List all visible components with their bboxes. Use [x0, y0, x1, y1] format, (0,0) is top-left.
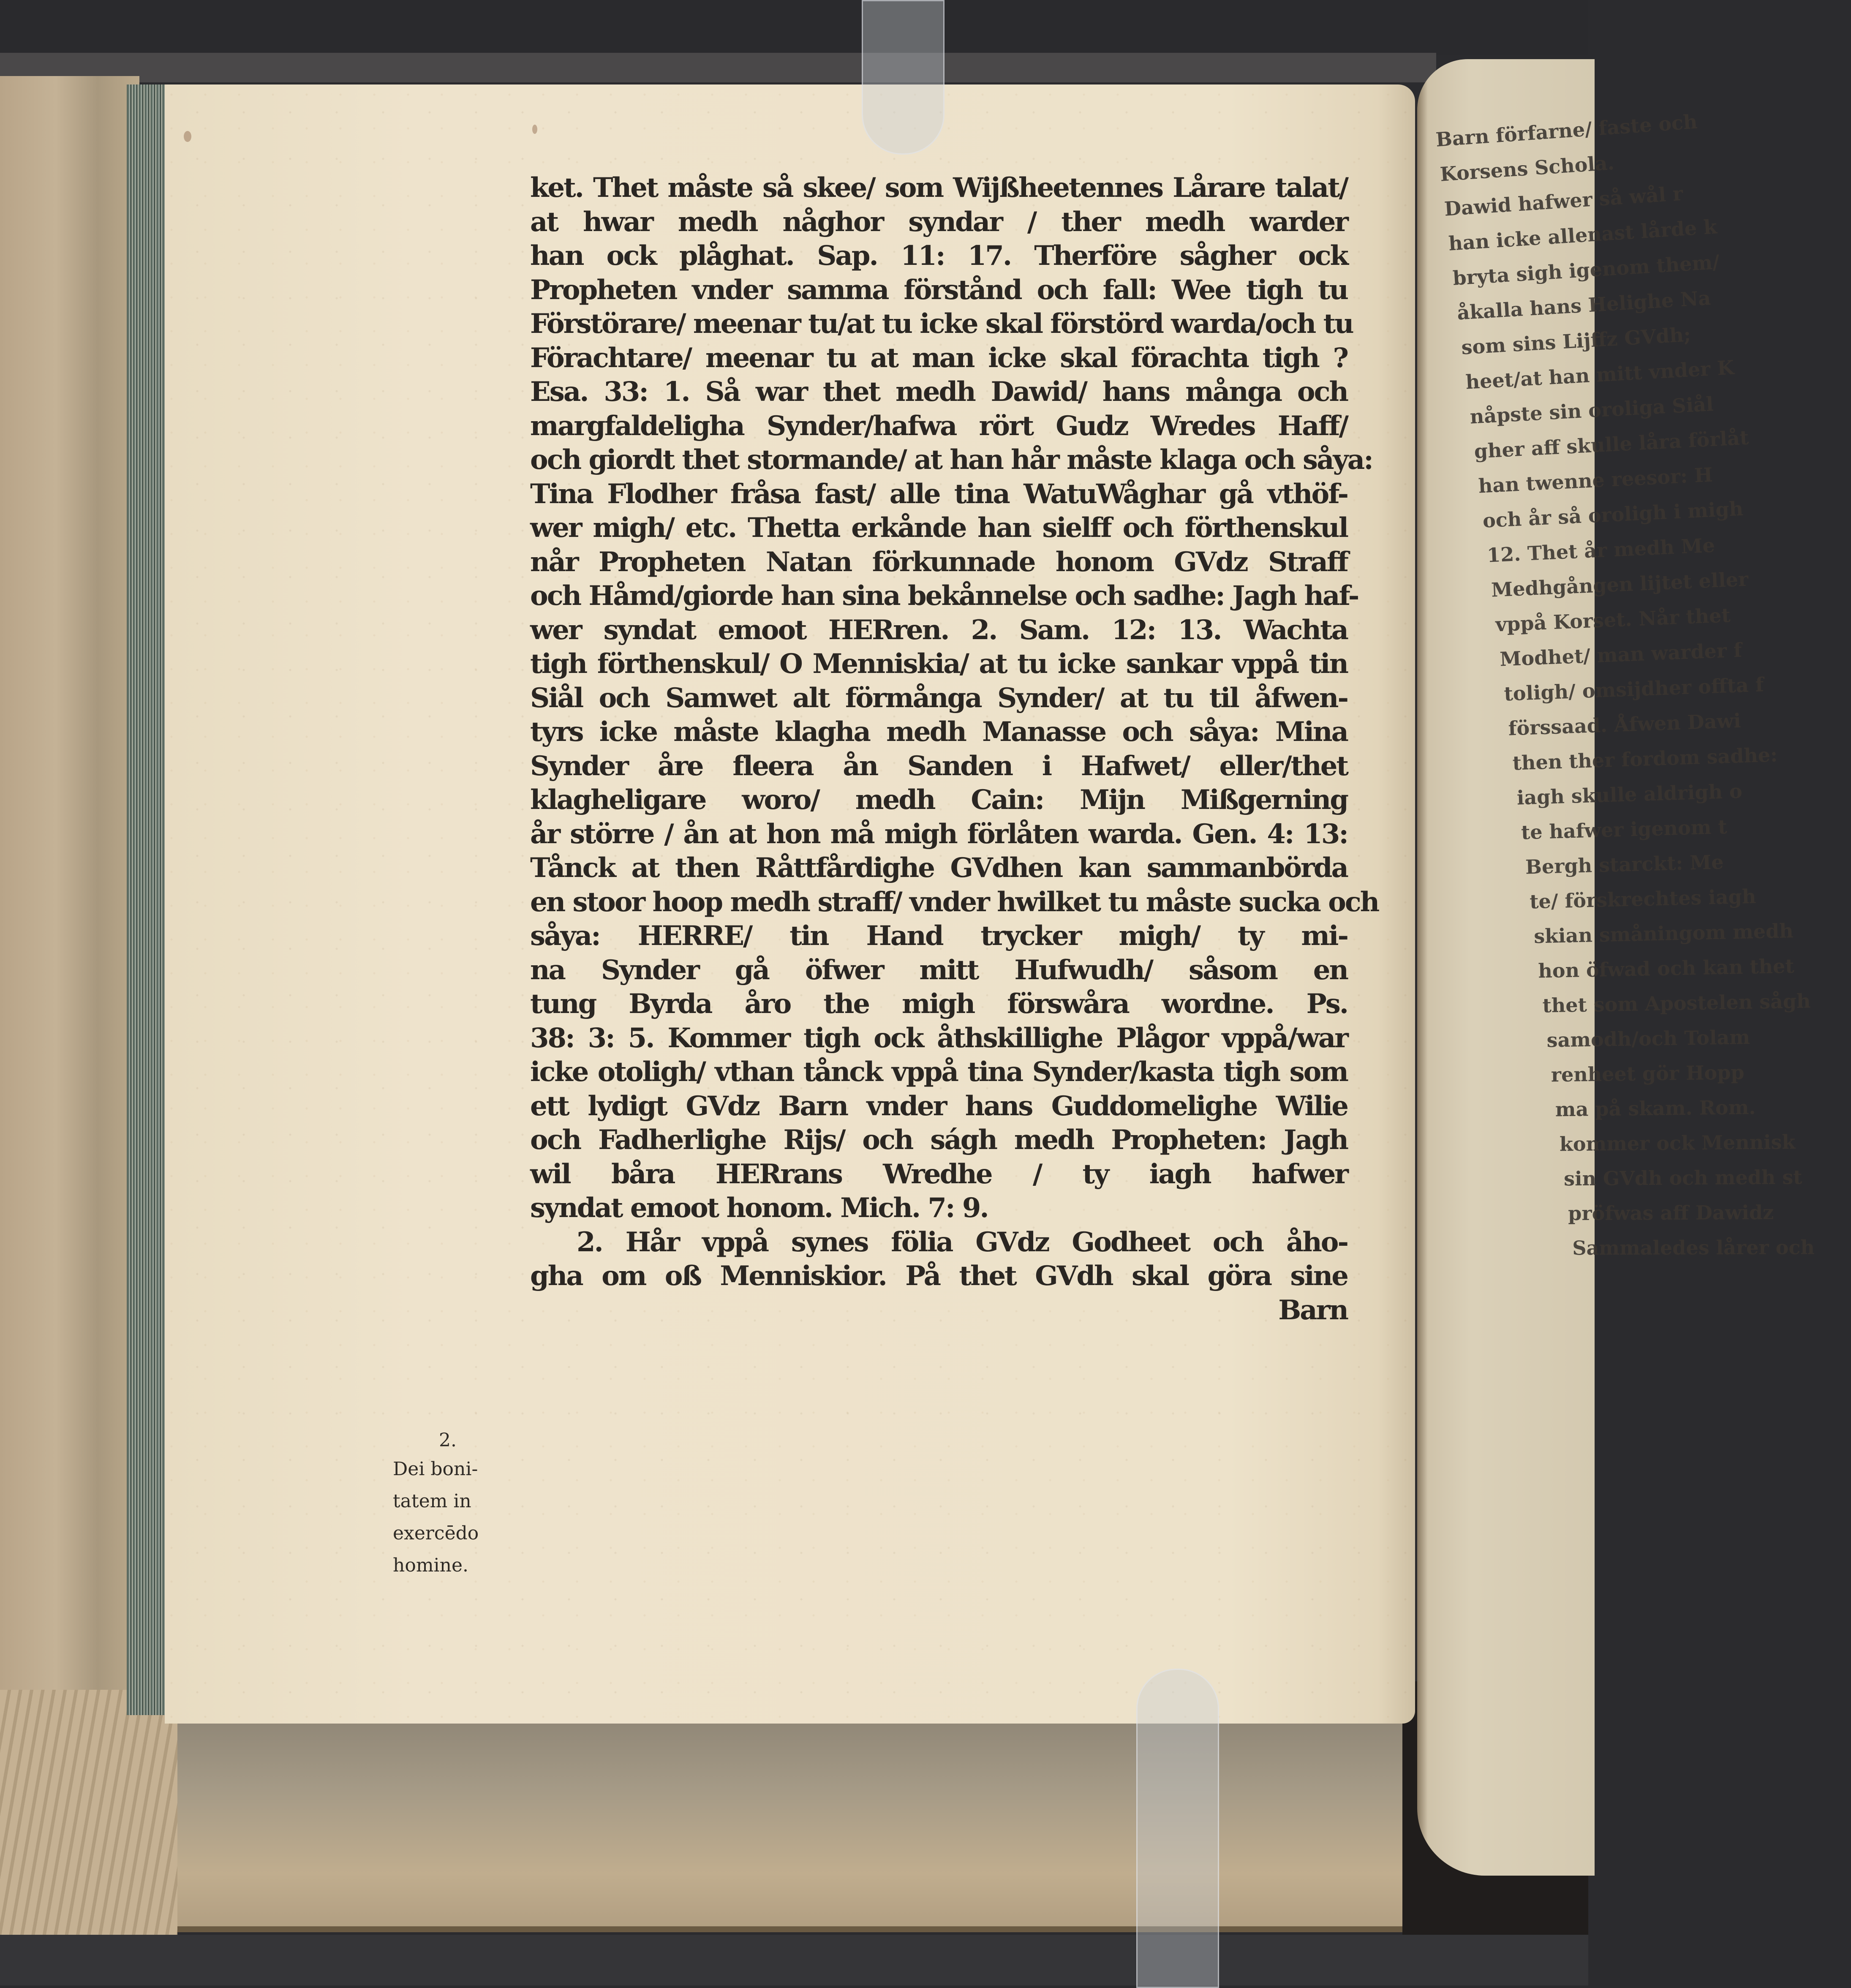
text-line: år större / ån at hon må migh förlåten warda. Gen. 4: 13:: [530, 818, 1347, 850]
right-page-text-line: Modhet/ man warder f: [1499, 638, 1742, 671]
main-text-block: [530, 171, 1379, 1327]
paper-stain: [184, 131, 191, 142]
text-line: Propheten vnder samma förstånd och fall: Wee tigh tu: [530, 274, 1347, 306]
text-line: tigh förthenskul/ O Menniskia/ at tu icke sankar vppå tin: [530, 648, 1347, 680]
text-line: såya: HERRE/ tin Hand trycker migh/ ty mi-: [530, 920, 1347, 952]
page-holder-clip-top: [862, 0, 945, 155]
right-page-text-line: bryta sigh igenom them/: [1452, 250, 1720, 290]
text-line: Tina Flodher fråsa fast/ alle tina WatuWåghar gå vthöf-: [530, 478, 1347, 510]
page-stack-edge: [127, 84, 167, 1715]
text-line: ett lydigt GVdz Barn vnder hans Guddomelighe Wilie: [530, 1090, 1347, 1122]
text-line-paragraph-end: syndat emoot honom. Mich. 7: 9.: [530, 1192, 988, 1224]
right-page-text-line: samodh/och Tolam: [1546, 1025, 1750, 1052]
text-line: Siål och Samwet alt förmånga Synder/ at tu til åfwen-: [530, 682, 1347, 714]
right-page-text-line: te/ förskrechtes iagh: [1529, 885, 1756, 913]
book-cover-fold: [0, 1690, 177, 1935]
right-page-text-line: Sammaledes lårer och: [1572, 1236, 1815, 1260]
margin-note-line: tatem in: [393, 1490, 471, 1512]
text-line: icke otoligh/ vthan tånck vppå tina Synder/kasta tigh som: [530, 1056, 1347, 1088]
margin-note-line: exercēdo: [393, 1522, 479, 1544]
right-page-text-line: thet som Apostelen sågh: [1542, 989, 1811, 1017]
right-page-text-line: ma på skam. Rom.: [1555, 1096, 1756, 1121]
background-ledge: [0, 53, 1436, 82]
text-line: klagheligare woro/ medh Cain: Mijn Mißgerning: [530, 784, 1347, 816]
paper-stain: [532, 125, 537, 134]
right-page-text-line: skian småningom medh: [1533, 919, 1794, 948]
book-cover-bottom: [127, 1715, 1453, 1932]
text-line: 38: 3: 5. Kommer tigh ock åthskillighe Plågor vppå/war: [530, 1022, 1347, 1054]
text-line: och giordt thet stormande/ at han hår måste klaga och såya:: [530, 444, 1372, 476]
page-holder-clip-bottom: [1136, 1669, 1219, 1988]
book-cover-cloth: [0, 76, 139, 1935]
right-page-text-line: sin GVdh och medh st: [1563, 1166, 1802, 1190]
right-page-text-line: åkalla hans Helighe Na: [1456, 286, 1712, 324]
text-line: ket. Thet måste så skee/ som Wijßheetennes Lårare talat/: [530, 172, 1347, 204]
right-page-text-line: pröfwas aff Dawidz: [1568, 1201, 1774, 1225]
text-line: tyrs icke måste klagha medh Manasse och såya: Mina: [530, 716, 1347, 748]
right-page-text-line: then ther fordom sadhe:: [1512, 743, 1778, 775]
right-page-text-line: renheet gör Hopp: [1551, 1061, 1745, 1087]
right-page-text-line: toligh/ omsijdher offta f: [1503, 673, 1764, 705]
text-line: na Synder gå öfwer mitt Hufwudh/ såsom en: [530, 954, 1347, 986]
right-page-text-line: 12. Thet år medh Me: [1486, 534, 1715, 567]
background-top: [0, 0, 1588, 55]
right-page-text-line: Bergh starckt: Me: [1525, 850, 1724, 879]
text-line: och Fadherlighe Rijs/ och ságh medh Propheten: Jagh: [530, 1124, 1347, 1156]
right-page-text-line: iagh skulle aldrigh o: [1516, 779, 1743, 809]
text-line: en stoor hoop medh straff/ vnder hwilket tu måste sucka och: [530, 886, 1379, 918]
right-page-text-line: Barn förfarne/ faste och: [1435, 110, 1699, 151]
text-line: margfaldeligha Synder/hafwa rört Gudz Wredes Haff/: [530, 410, 1347, 442]
right-page-text-line: och år så oroligh i migh: [1482, 497, 1744, 532]
right-page-text-line: te hafwer igenom t: [1521, 815, 1728, 844]
text-line: Esa. 33: 1. Så war thet medh Dawid/ hans många och: [530, 376, 1347, 408]
text-line: Tånck at then Råttfårdighe GVdhen kan sammanbörda: [530, 852, 1347, 884]
right-page-text-line: Medhgången lijtet eller: [1491, 567, 1749, 602]
margin-note-number: 2.: [439, 1430, 457, 1451]
text-line: och Håmd/giorde han sina bekånnelse och sadhe: Jagh haf-: [530, 580, 1358, 612]
right-page-text-line: han icke allenast lårde k: [1448, 215, 1718, 255]
text-line: wer syndat emoot HERren. 2. Sam. 12: 13. Wachta: [530, 614, 1347, 646]
text-line: wil båra HERrans Wredhe / ty iagh hafwer: [530, 1158, 1347, 1190]
text-line-paragraph-start: 2. Hår vppå synes fölia GVdz Godheet och åho-: [577, 1226, 1347, 1258]
text-line: wer migh/ etc. Thetta erkånde han sielff och förthenskul: [530, 512, 1347, 544]
right-page-text-line: nåpste sin oroliga Siål: [1469, 392, 1714, 428]
right-page-text-line: Korsens Schola.: [1439, 151, 1615, 186]
text-line: Förachtare/ meenar tu at man icke skal förachta tigh ?: [530, 342, 1347, 374]
text-line: Förstörare/ meenar tu/at tu icke skal förstörd warda/och tu: [530, 308, 1353, 340]
margin-note: [393, 1428, 503, 1582]
text-line: tung Byrda åro the migh förswåra wordne. Ps.: [530, 988, 1347, 1020]
margin-note-line: homine.: [393, 1555, 468, 1576]
text-line: at hwar medh någhor syndar / ther medh warder: [530, 206, 1347, 238]
right-page-text-line: Dawid hafwer så wål r: [1443, 182, 1684, 221]
margin-note-line: Dei boni-: [393, 1458, 478, 1480]
right-page-text-line: förssaad. Åfwen Dawi: [1508, 709, 1742, 740]
right-page-text-line: heet/at han mitt vnder K: [1465, 356, 1735, 394]
text-line: gha om oß Menniskior. På thet GVdh skal göra sine: [530, 1260, 1347, 1292]
text-line: han ock plåghat. Sap. 11: 17. Therföre sågher ock: [530, 240, 1347, 272]
text-line: når Propheten Natan förkunnade honom GVdz Straff: [530, 546, 1347, 578]
right-page-text-line: hon öfwad och kan thet: [1538, 954, 1794, 983]
right-page-text-line: han twenne reesor: H: [1478, 463, 1713, 498]
text-line: Synder åre fleera ån Sanden i Hafwet/ eller/thet: [530, 750, 1347, 782]
right-page-text-line: vppå Korset. Når thet: [1495, 604, 1731, 636]
catchword: Barn: [1278, 1294, 1347, 1326]
background-bottom: [0, 1935, 1588, 1985]
right-page-text-line: kommer ock Mennisk: [1559, 1130, 1796, 1156]
right-page-text-line: som sins Lijffz GVdh;: [1461, 323, 1692, 359]
right-page-text-line: gher aff skulle låra förlåt: [1473, 426, 1750, 463]
